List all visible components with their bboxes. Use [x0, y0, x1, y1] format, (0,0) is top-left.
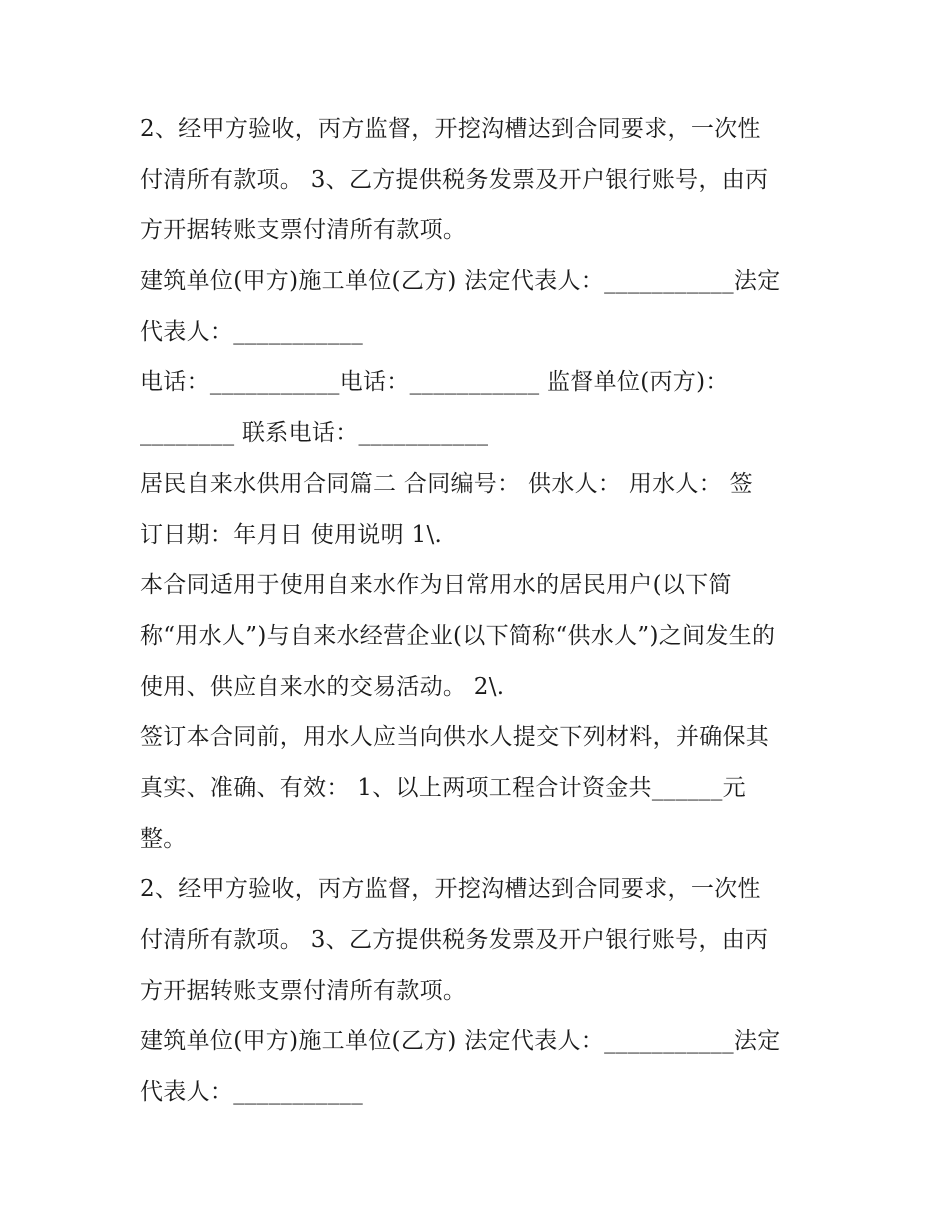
text-line: 2、经甲方验收，丙方监督，开挖沟槽达到合同要求，一次性 [140, 876, 761, 903]
text-line: 真实、准确、有效： 1、以上两项工程合计资金共______元 [140, 774, 746, 801]
text-line: 2、经甲方验收，丙方监督，开挖沟槽达到合同要求，一次性 [140, 116, 761, 142]
text-line: 代表人：___________ [140, 318, 363, 345]
text-line: 建筑单位(甲方)施工单位(乙方) 法定代表人：___________法定 [140, 1028, 781, 1055]
text-line: 整。 [140, 825, 187, 852]
text-line: 使用、供应自来水的交易活动。 2\. [140, 673, 505, 700]
text-line: 订日期：年月日 使用说明 1\. [140, 521, 443, 548]
text-line: 方开据转账支票付清所有款项。 [140, 977, 467, 1004]
document-body [140, 104, 820, 1118]
text-line: 方开据转账支票付清所有款项。 [140, 217, 467, 244]
text-line: 居民自来水供用合同篇二 合同编号： 供水人： 用水人： 签 [140, 470, 753, 497]
text-line: 付清所有款项。 3、乙方提供税务发票及开户银行账号，由丙 [140, 166, 769, 193]
text-line: 电话：___________电话：___________ 监督单位(丙方)： [140, 369, 729, 396]
text-line: ________ 联系电话：___________ [140, 420, 489, 447]
text-line: 建筑单位(甲方)施工单位(乙方) 法定代表人：___________法定 [140, 268, 781, 295]
text-line: 本合同适用于使用自来水作为日常用水的居民用户(以下简 [140, 572, 732, 599]
text-line: 签订本合同前，用水人应当向供水人提交下列材料，并确保其 [140, 724, 770, 751]
text-line: 称“用水人”)与自来水经营企业(以下简称“供水人”)之间发生的 [140, 622, 776, 649]
text-line: 代表人：___________ [140, 1079, 363, 1106]
text-line: 付清所有款项。 3、乙方提供税务发票及开户银行账号，由丙 [140, 927, 769, 953]
